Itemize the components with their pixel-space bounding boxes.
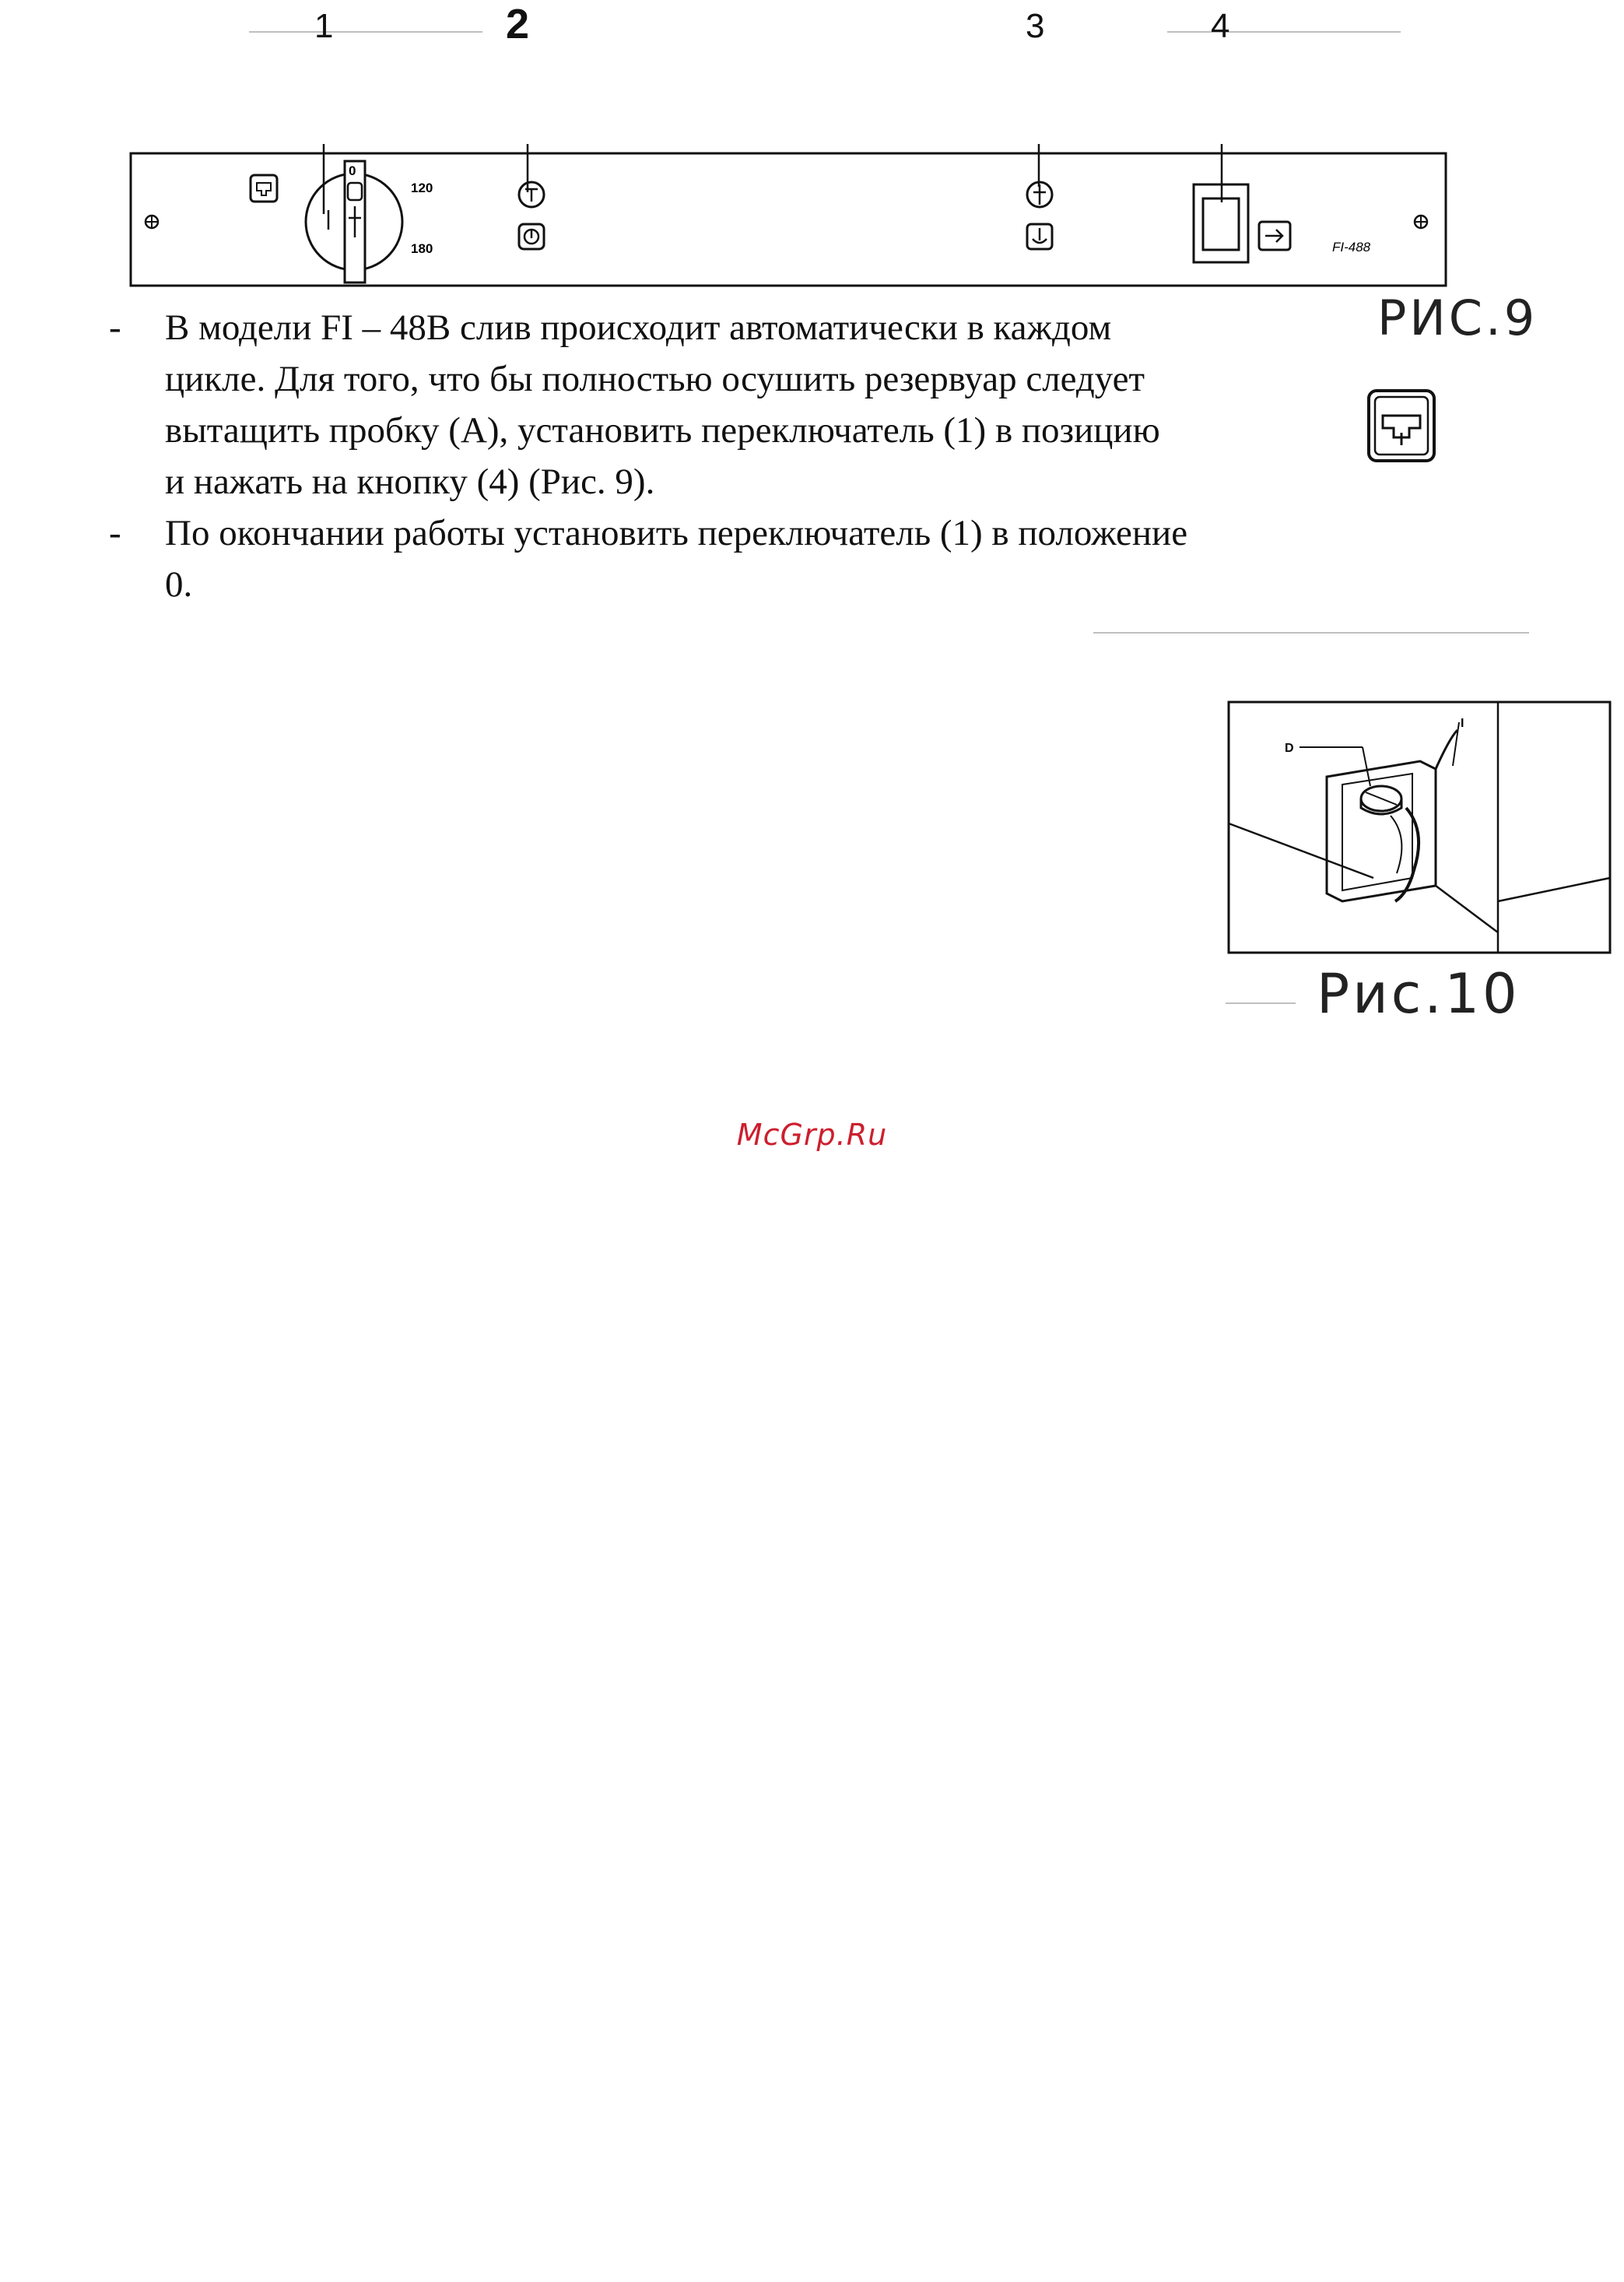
label-i: I — [1461, 717, 1464, 730]
separator-line — [1093, 632, 1529, 634]
tank-figure — [1226, 699, 1615, 956]
power-icon — [519, 224, 544, 249]
instructions-text — [109, 302, 1416, 610]
figure10-scan-line — [1226, 1002, 1296, 1004]
screw-icon — [146, 216, 158, 228]
dial-label-120: 120 — [411, 181, 433, 195]
callout-1: 1 — [314, 7, 334, 45]
control-panel-figure — [125, 144, 1463, 300]
rinse-icon — [1027, 182, 1052, 207]
bullet-line: В модели FI – 48B слив происходит автоматически в каждом — [165, 307, 1112, 348]
callout-2: 2 — [506, 1, 530, 47]
callout-3: 3 — [1026, 7, 1045, 45]
bullet-line: вытащить пробку (А), установить переключатель (1) в позицию — [165, 410, 1160, 451]
bullet-item — [109, 302, 1416, 507]
bullet-item — [109, 507, 1416, 610]
arrow-right-icon — [1259, 222, 1290, 250]
callout-4: 4 — [1211, 7, 1230, 45]
figure-10-caption: Рис.10 — [1317, 962, 1521, 1026]
bullet-dash: - — [109, 513, 121, 553]
screw-icon — [1415, 216, 1427, 228]
bullet-line: цикле. Для того, что бы полностью осушить резервуар следует — [165, 359, 1145, 399]
dial-label-0: 0 — [349, 163, 356, 178]
bullet-line: По окончании работы установить переключатель (1) в положение — [165, 513, 1188, 553]
drain-position-icon — [1366, 388, 1437, 464]
figure-9-caption: РИС.9 — [1377, 290, 1538, 346]
dial-label-180: 180 — [411, 241, 433, 256]
drain-icon — [251, 175, 277, 202]
timer-icon — [519, 182, 544, 207]
wash-icon — [1027, 224, 1052, 249]
model-label: FI-488 — [1332, 240, 1371, 255]
label-d: D — [1285, 742, 1294, 755]
top-scan-line-right — [1167, 31, 1401, 33]
dial-knob-icon — [306, 161, 402, 283]
top-scan-line-left — [249, 31, 482, 33]
watermark: McGrp.Ru — [736, 1118, 888, 1152]
bullet-line: и нажать на кнопку (4) (Рис. 9). — [165, 462, 655, 502]
bullet-dash: - — [109, 307, 121, 348]
bullet-line: 0. — [165, 564, 193, 605]
